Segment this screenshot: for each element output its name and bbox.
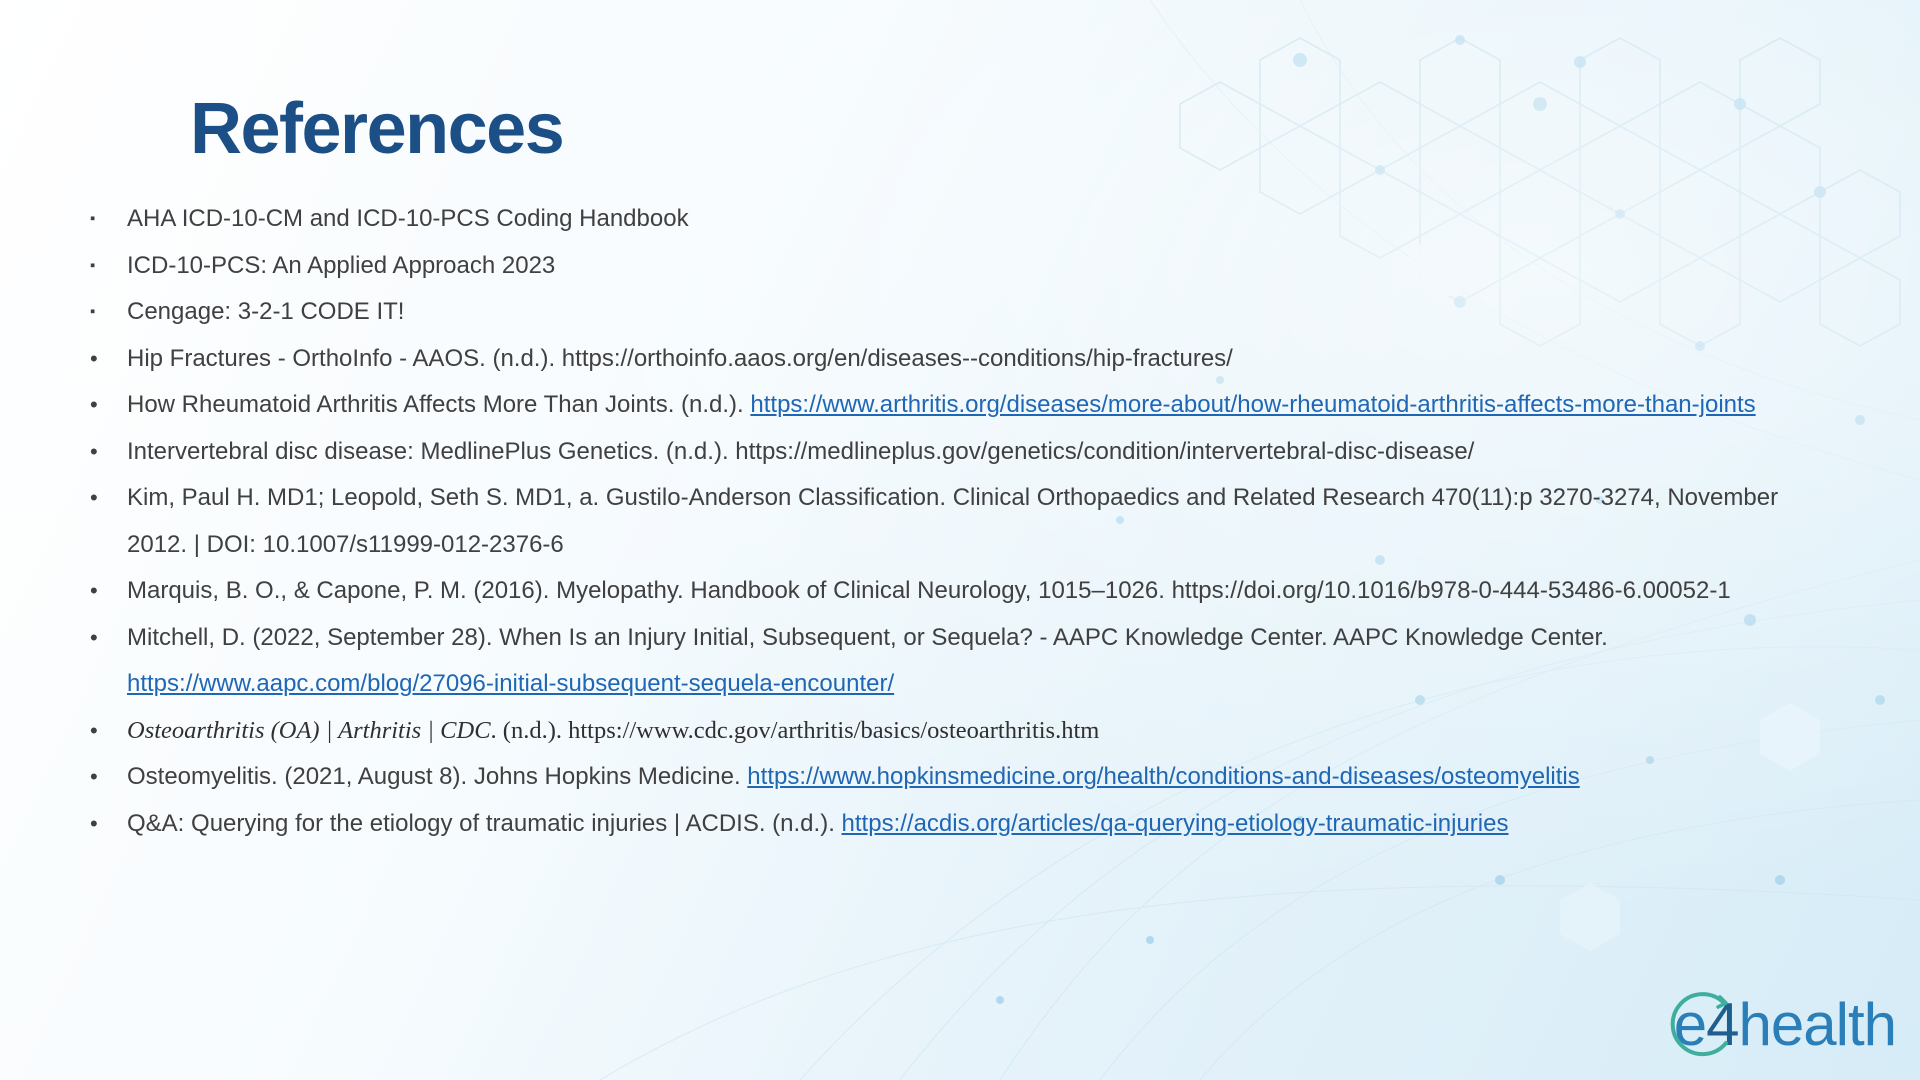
reference-item bbox=[90, 429, 1830, 476]
reference-text: ICD-10-PCS: An Applied Approach 2023 bbox=[127, 251, 556, 279]
reference-text: How Rheumatoid Arthritis Affects More Than Joints. (n.d.). bbox=[127, 391, 751, 418]
dot-bullet-icon: • bbox=[90, 438, 98, 464]
reference-text: . (n.d.). https://www.cdc.gov/arthritis/basics/osteoarthritis.htm bbox=[490, 716, 1100, 744]
reference-item bbox=[90, 475, 1830, 568]
reference-text: Hip Fractures - OrthoInfo - AAOS. (n.d.). https://orthoinfo.aaos.org/en/diseases--conditions/hip-fractures/ bbox=[127, 344, 1233, 372]
dot-bullet-icon: • bbox=[90, 345, 98, 371]
slide-title: References bbox=[190, 89, 564, 169]
dot-bullet-icon: • bbox=[90, 578, 98, 603]
dot-bullet-icon: • bbox=[90, 624, 98, 650]
e4health-logo bbox=[1673, 991, 1896, 1058]
reference-text: Marquis, B. O., & Capone, P. M. (2016). Myelopathy. Handbook of Clinical Neurology, 1015–1026. https://doi.org/10.1016/b978-0-444-53486-6.00052-1 bbox=[127, 577, 1731, 604]
dot-bullet-icon: • bbox=[90, 764, 98, 789]
dot-bullet-icon: • bbox=[90, 485, 98, 510]
reference-title-italic: Osteoarthritis (OA) | Arthritis | CDC bbox=[127, 716, 491, 744]
reference-text: Mitchell, D. (2022, September 28). When Is an Injury Initial, Subsequent, or Sequela? - AAPC Knowledge Center. AAPC Knowledge Center. bbox=[127, 623, 1608, 651]
reference-item bbox=[90, 708, 1830, 755]
dot-bullet-icon: • bbox=[90, 717, 98, 743]
reference-item bbox=[90, 568, 1830, 615]
reference-item bbox=[90, 196, 1830, 243]
reference-item bbox=[90, 336, 1830, 383]
reference-item bbox=[90, 615, 1830, 708]
reference-text: Kim, Paul H. MD1; Leopold, Seth S. MD1, a. Gustilo-Anderson Classification. Clinical Orthopaedics and Related Research 470(11):p 3270-3274, November 2012. | DOI: 10.1007/s11999-012-2376-6 bbox=[127, 484, 1779, 558]
references-list bbox=[90, 196, 1830, 847]
dot-bullet-icon: • bbox=[90, 392, 98, 417]
logo-e: e bbox=[1673, 991, 1707, 1058]
square-bullet-icon: ▪ bbox=[90, 256, 96, 274]
square-bullet-icon: ▪ bbox=[90, 210, 96, 227]
reference-item bbox=[90, 382, 1830, 429]
dot-bullet-icon: • bbox=[90, 810, 98, 836]
reference-text: Osteomyelitis. (2021, August 8). Johns Hopkins Medicine. bbox=[127, 763, 748, 790]
reference-text: Cengage: 3-2-1 CODE IT! bbox=[127, 298, 405, 325]
reference-item bbox=[90, 289, 1830, 336]
reference-text: AHA ICD-10-CM and ICD-10-PCS Coding Handbook bbox=[127, 205, 689, 232]
logo-arc-icon bbox=[1666, 989, 1739, 1061]
reference-item bbox=[90, 801, 1830, 848]
reference-link-acdis[interactable]: https://acdis.org/articles/qa-querying-etiology-traumatic-injuries bbox=[841, 809, 1509, 837]
logo-health: health bbox=[1738, 991, 1896, 1058]
reference-text: Q&A: Querying for the etiology of traumatic injuries | ACDIS. (n.d.). bbox=[127, 809, 842, 837]
square-bullet-icon: ▪ bbox=[90, 303, 96, 320]
reference-item bbox=[90, 754, 1830, 801]
reference-link-hopkins[interactable]: https://www.hopkinsmedicine.org/health/conditions-and-diseases/osteomyelitis bbox=[747, 763, 1580, 790]
reference-link-arthritis[interactable]: https://www.arthritis.org/diseases/more-about/how-rheumatoid-arthritis-affects-more-than-joints bbox=[750, 391, 1756, 418]
reference-item bbox=[90, 243, 1830, 290]
logo-mark bbox=[1673, 991, 1739, 1058]
logo-four: 4 bbox=[1706, 991, 1739, 1058]
reference-link-aapc[interactable]: https://www.aapc.com/blog/27096-initial-subsequent-sequela-encounter/ bbox=[127, 670, 895, 697]
reference-text: Intervertebral disc disease: MedlinePlus Genetics. (n.d.). https://medlineplus.gov/genetics/condition/intervertebral-disc-disease/ bbox=[127, 437, 1475, 465]
